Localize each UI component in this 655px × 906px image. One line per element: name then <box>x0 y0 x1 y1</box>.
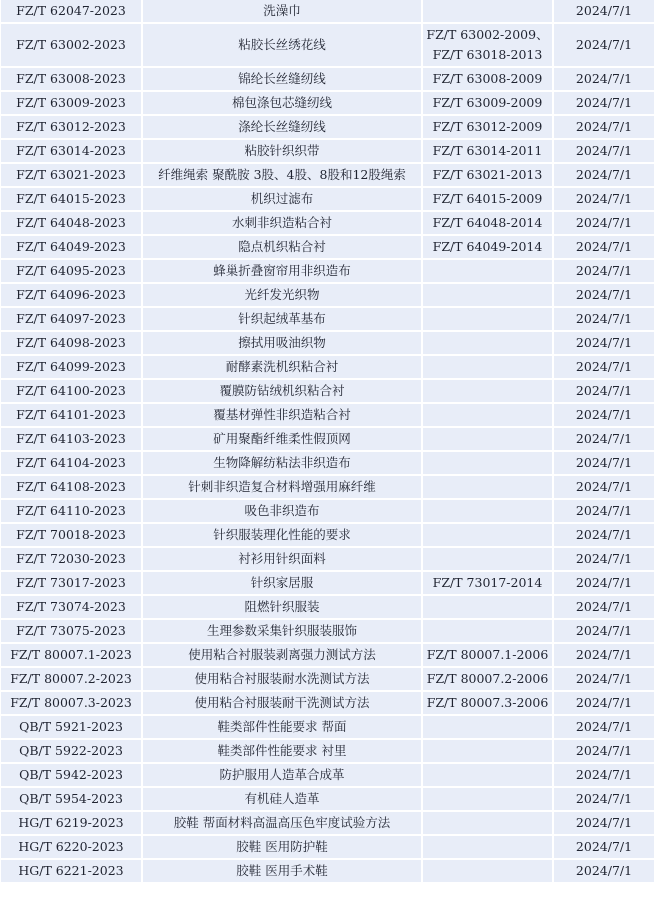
standard-code-cell: FZ/T 73074-2023 <box>1 596 141 618</box>
replaced-standard-cell <box>423 308 552 330</box>
standard-name-cell: 针织起绒革基布 <box>143 308 421 330</box>
standard-name-cell: 锦纶长丝缝纫线 <box>143 68 421 90</box>
replaced-standard-cell: FZ/T 63008-2009 <box>423 68 552 90</box>
table-row <box>1 24 654 66</box>
standard-code-cell: FZ/T 80007.2-2023 <box>1 668 141 690</box>
standards-table-body <box>1 0 654 882</box>
table-row <box>1 260 654 282</box>
table-row <box>1 572 654 594</box>
replaced-standard-cell <box>423 452 552 474</box>
effective-date-cell: 2024/7/1 <box>554 68 654 90</box>
standard-name-cell: 胶鞋 医用防护鞋 <box>143 836 421 858</box>
standard-name-cell: 粘胶针织织带 <box>143 140 421 162</box>
effective-date-cell: 2024/7/1 <box>554 356 654 378</box>
table-row <box>1 0 654 22</box>
replaced-standard-cell <box>423 812 552 834</box>
effective-date-cell: 2024/7/1 <box>554 284 654 306</box>
table-row <box>1 92 654 114</box>
replaced-standard-cell: FZ/T 63014-2011 <box>423 140 552 162</box>
standard-name-cell: 鞋类部件性能要求 帮面 <box>143 716 421 738</box>
effective-date-cell: 2024/7/1 <box>554 500 654 522</box>
replaced-standard-cell: FZ/T 63002-2009、FZ/T 63018-2013 <box>423 24 552 66</box>
table-row <box>1 68 654 90</box>
replaced-standard-cell: FZ/T 80007.2-2006 <box>423 668 552 690</box>
table-row <box>1 428 654 450</box>
standard-code-cell: FZ/T 64096-2023 <box>1 284 141 306</box>
standard-code-cell: FZ/T 64095-2023 <box>1 260 141 282</box>
standard-code-cell: FZ/T 73075-2023 <box>1 620 141 642</box>
replaced-standard-cell <box>423 596 552 618</box>
replaced-standard-cell <box>423 548 552 570</box>
replaced-standard-cell <box>423 836 552 858</box>
table-row <box>1 452 654 474</box>
standard-code-cell: FZ/T 64015-2023 <box>1 188 141 210</box>
effective-date-cell: 2024/7/1 <box>554 476 654 498</box>
standard-code-cell: HG/T 6220-2023 <box>1 836 141 858</box>
effective-date-cell: 2024/7/1 <box>554 860 654 882</box>
effective-date-cell: 2024/7/1 <box>554 0 654 22</box>
replaced-standard-cell: FZ/T 73017-2014 <box>423 572 552 594</box>
standard-code-cell: FZ/T 64099-2023 <box>1 356 141 378</box>
standard-name-cell: 粘胶长丝绣花线 <box>143 24 421 66</box>
effective-date-cell: 2024/7/1 <box>554 428 654 450</box>
standard-code-cell: HG/T 6221-2023 <box>1 860 141 882</box>
standard-code-cell: FZ/T 80007.1-2023 <box>1 644 141 666</box>
table-row <box>1 812 654 834</box>
table-row <box>1 476 654 498</box>
standard-name-cell: 衬衫用针织面料 <box>143 548 421 570</box>
standard-name-cell: 胶鞋 帮面材料高温高压色牢度试验方法 <box>143 812 421 834</box>
standard-code-cell: FZ/T 64048-2023 <box>1 212 141 234</box>
effective-date-cell: 2024/7/1 <box>554 764 654 786</box>
effective-date-cell: 2024/7/1 <box>554 572 654 594</box>
standard-code-cell: QB/T 5954-2023 <box>1 788 141 810</box>
standard-code-cell: FZ/T 64100-2023 <box>1 380 141 402</box>
standard-code-cell: FZ/T 64097-2023 <box>1 308 141 330</box>
effective-date-cell: 2024/7/1 <box>554 812 654 834</box>
standard-name-cell: 使用粘合衬服装剥离强力测试方法 <box>143 644 421 666</box>
replaced-standard-cell <box>423 620 552 642</box>
effective-date-cell: 2024/7/1 <box>554 596 654 618</box>
effective-date-cell: 2024/7/1 <box>554 740 654 762</box>
effective-date-cell: 2024/7/1 <box>554 24 654 66</box>
standard-name-cell: 吸色非织造布 <box>143 500 421 522</box>
standard-name-cell: 有机硅人造革 <box>143 788 421 810</box>
standard-name-cell: 阻燃针织服装 <box>143 596 421 618</box>
effective-date-cell: 2024/7/1 <box>554 644 654 666</box>
replaced-standard-cell <box>423 860 552 882</box>
standard-name-cell: 针刺非织造复合材料增强用麻纤维 <box>143 476 421 498</box>
standard-name-cell: 覆膜防钻绒机织粘合衬 <box>143 380 421 402</box>
effective-date-cell: 2024/7/1 <box>554 692 654 714</box>
standard-name-cell: 矿用聚酯纤维柔性假顶网 <box>143 428 421 450</box>
standard-code-cell: HG/T 6219-2023 <box>1 812 141 834</box>
replaced-standard-cell: FZ/T 80007.1-2006 <box>423 644 552 666</box>
standard-code-cell: FZ/T 64104-2023 <box>1 452 141 474</box>
effective-date-cell: 2024/7/1 <box>554 188 654 210</box>
table-row <box>1 860 654 882</box>
replaced-standard-cell <box>423 500 552 522</box>
effective-date-cell: 2024/7/1 <box>554 92 654 114</box>
effective-date-cell: 2024/7/1 <box>554 308 654 330</box>
effective-date-cell: 2024/7/1 <box>554 212 654 234</box>
table-row <box>1 548 654 570</box>
table-row <box>1 236 654 258</box>
replaced-standard-cell <box>423 404 552 426</box>
table-row <box>1 668 654 690</box>
standard-name-cell: 使用粘合衬服装耐水洗测试方法 <box>143 668 421 690</box>
standard-name-cell: 洗澡巾 <box>143 0 421 22</box>
table-row <box>1 788 654 810</box>
table-row <box>1 716 654 738</box>
standard-code-cell: FZ/T 64110-2023 <box>1 500 141 522</box>
effective-date-cell: 2024/7/1 <box>554 716 654 738</box>
effective-date-cell: 2024/7/1 <box>554 236 654 258</box>
standard-code-cell: FZ/T 80007.3-2023 <box>1 692 141 714</box>
replaced-standard-cell <box>423 0 552 22</box>
standard-name-cell: 生物降解纺粘法非织造布 <box>143 452 421 474</box>
effective-date-cell: 2024/7/1 <box>554 164 654 186</box>
replaced-standard-cell <box>423 356 552 378</box>
table-row <box>1 644 654 666</box>
effective-date-cell: 2024/7/1 <box>554 452 654 474</box>
standard-name-cell: 擦拭用吸油织物 <box>143 332 421 354</box>
table-row <box>1 596 654 618</box>
standard-code-cell: QB/T 5942-2023 <box>1 764 141 786</box>
replaced-standard-cell: FZ/T 63021-2013 <box>423 164 552 186</box>
replaced-standard-cell <box>423 740 552 762</box>
table-row <box>1 740 654 762</box>
standard-code-cell: FZ/T 63002-2023 <box>1 24 141 66</box>
replaced-standard-cell <box>423 332 552 354</box>
table-row <box>1 164 654 186</box>
standard-code-cell: FZ/T 73017-2023 <box>1 572 141 594</box>
table-row <box>1 188 654 210</box>
table-row <box>1 116 654 138</box>
replaced-standard-cell: FZ/T 63012-2009 <box>423 116 552 138</box>
effective-date-cell: 2024/7/1 <box>554 668 654 690</box>
standard-name-cell: 涤纶长丝缝纫线 <box>143 116 421 138</box>
standard-name-cell: 机织过滤布 <box>143 188 421 210</box>
standard-name-cell: 生理参数采集针织服装服饰 <box>143 620 421 642</box>
standard-code-cell: FZ/T 72030-2023 <box>1 548 141 570</box>
table-row <box>1 524 654 546</box>
table-row <box>1 332 654 354</box>
effective-date-cell: 2024/7/1 <box>554 116 654 138</box>
replaced-standard-cell: FZ/T 80007.3-2006 <box>423 692 552 714</box>
table-row <box>1 380 654 402</box>
standard-name-cell: 耐酵素洗机织粘合衬 <box>143 356 421 378</box>
standard-name-cell: 水刺非织造粘合衬 <box>143 212 421 234</box>
replaced-standard-cell <box>423 788 552 810</box>
standard-name-cell: 棉包涤包芯缝纫线 <box>143 92 421 114</box>
effective-date-cell: 2024/7/1 <box>554 260 654 282</box>
effective-date-cell: 2024/7/1 <box>554 524 654 546</box>
effective-date-cell: 2024/7/1 <box>554 788 654 810</box>
standard-code-cell: FZ/T 62047-2023 <box>1 0 141 22</box>
standard-name-cell: 隐点机织粘合衬 <box>143 236 421 258</box>
effective-date-cell: 2024/7/1 <box>554 836 654 858</box>
table-row <box>1 836 654 858</box>
table-row <box>1 692 654 714</box>
table-row <box>1 500 654 522</box>
effective-date-cell: 2024/7/1 <box>554 332 654 354</box>
replaced-standard-cell <box>423 524 552 546</box>
replaced-standard-cell <box>423 764 552 786</box>
table-row <box>1 764 654 786</box>
standard-code-cell: QB/T 5921-2023 <box>1 716 141 738</box>
standard-name-cell: 针织服装理化性能的要求 <box>143 524 421 546</box>
standard-name-cell: 针织家居服 <box>143 572 421 594</box>
replaced-standard-cell <box>423 428 552 450</box>
table-row <box>1 620 654 642</box>
standard-code-cell: FZ/T 63012-2023 <box>1 116 141 138</box>
standard-name-cell: 使用粘合衬服装耐干洗测试方法 <box>143 692 421 714</box>
standard-name-cell: 纤维绳索 聚酰胺 3股、4股、8股和12股绳索 <box>143 164 421 186</box>
standard-code-cell: FZ/T 63021-2023 <box>1 164 141 186</box>
effective-date-cell: 2024/7/1 <box>554 548 654 570</box>
replaced-standard-cell <box>423 380 552 402</box>
replaced-standard-cell <box>423 716 552 738</box>
standard-code-cell: FZ/T 64049-2023 <box>1 236 141 258</box>
replaced-standard-cell: FZ/T 64049-2014 <box>423 236 552 258</box>
standard-code-cell: FZ/T 64108-2023 <box>1 476 141 498</box>
effective-date-cell: 2024/7/1 <box>554 404 654 426</box>
standard-name-cell: 胶鞋 医用手术鞋 <box>143 860 421 882</box>
standard-name-cell: 蜂巢折叠窗帘用非织造布 <box>143 260 421 282</box>
standard-name-cell: 光纤发光织物 <box>143 284 421 306</box>
standard-name-cell: 鞋类部件性能要求 衬里 <box>143 740 421 762</box>
table-row <box>1 212 654 234</box>
table-row <box>1 404 654 426</box>
standard-name-cell: 防护服用人造革合成革 <box>143 764 421 786</box>
table-row <box>1 356 654 378</box>
replaced-standard-cell: FZ/T 64015-2009 <box>423 188 552 210</box>
table-row <box>1 140 654 162</box>
table-row <box>1 308 654 330</box>
standard-code-cell: FZ/T 64098-2023 <box>1 332 141 354</box>
effective-date-cell: 2024/7/1 <box>554 380 654 402</box>
standard-name-cell: 覆基材弹性非织造粘合衬 <box>143 404 421 426</box>
standard-code-cell: FZ/T 63014-2023 <box>1 140 141 162</box>
standard-code-cell: FZ/T 70018-2023 <box>1 524 141 546</box>
replaced-standard-cell: FZ/T 63009-2009 <box>423 92 552 114</box>
effective-date-cell: 2024/7/1 <box>554 620 654 642</box>
standard-code-cell: FZ/T 63009-2023 <box>1 92 141 114</box>
standard-code-cell: FZ/T 64101-2023 <box>1 404 141 426</box>
replaced-standard-cell <box>423 260 552 282</box>
standard-code-cell: QB/T 5922-2023 <box>1 740 141 762</box>
standard-code-cell: FZ/T 64103-2023 <box>1 428 141 450</box>
replaced-standard-cell <box>423 284 552 306</box>
effective-date-cell: 2024/7/1 <box>554 140 654 162</box>
table-row <box>1 284 654 306</box>
standard-code-cell: FZ/T 63008-2023 <box>1 68 141 90</box>
replaced-standard-cell: FZ/T 64048-2014 <box>423 212 552 234</box>
replaced-standard-cell <box>423 476 552 498</box>
